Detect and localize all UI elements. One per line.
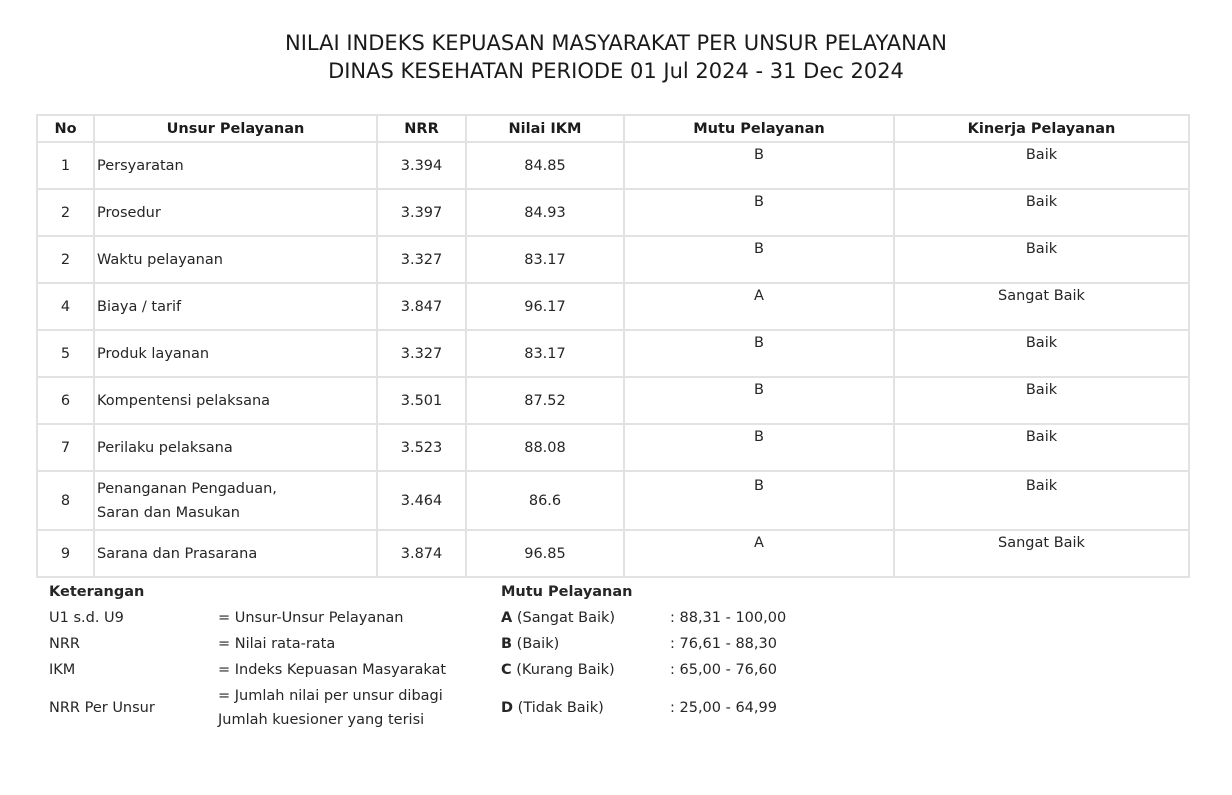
mutu-heading: Mutu Pelayanan: [501, 584, 633, 600]
keterangan-term: U1 s.d. U9: [49, 610, 124, 626]
cell-ikm: 88.08: [466, 424, 624, 471]
keterangan-term: NRR Per Unsur: [49, 700, 155, 716]
header-unsur: Unsur Pelayanan: [94, 115, 377, 142]
mutu-grade-range: : 76,61 - 88,30: [670, 636, 777, 652]
cell-unsur: Biaya / tarif: [94, 283, 377, 330]
table-row: [37, 471, 1189, 530]
keterangan-definition: = Nilai rata-rata: [218, 636, 336, 652]
cell-mutu: B: [624, 236, 894, 283]
page-title: NILAI INDEKS KEPUASAN MASYARAKAT PER UNSUR PELAYANAN: [285, 31, 947, 55]
cell-nrr: 3.394: [377, 142, 466, 189]
table-row: [37, 330, 1189, 377]
table-row: [37, 530, 1189, 577]
cell-no: 2: [37, 236, 94, 283]
cell-ikm: 96.85: [466, 530, 624, 577]
cell-unsur-line1: Penanganan Pengaduan,: [97, 480, 277, 497]
mutu-grade-label: (Sangat Baik): [512, 610, 616, 626]
keterangan-definition: = Indeks Kepuasan Masyarakat: [218, 662, 447, 678]
mutu-grade-item: [501, 662, 615, 678]
cell-ikm: 83.17: [466, 236, 624, 283]
cell-nrr: 3.501: [377, 377, 466, 424]
cell-no: 2: [37, 189, 94, 236]
cell-unsur: Persyaratan: [94, 142, 377, 189]
mutu-grade-item: [501, 610, 615, 626]
cell-kinerja: Baik: [894, 189, 1189, 236]
cell-ikm: 86.6: [466, 471, 624, 530]
keterangan-definition-line2: Jumlah kuesioner yang terisi: [218, 712, 425, 728]
cell-unsur: [94, 471, 377, 530]
cell-nrr: 3.464: [377, 471, 466, 530]
cell-ikm: 83.17: [466, 330, 624, 377]
mutu-grade-letter: A: [501, 610, 513, 626]
cell-nrr: 3.327: [377, 236, 466, 283]
cell-unsur: Prosedur: [94, 189, 377, 236]
cell-no: 8: [37, 471, 94, 530]
header-nrr: NRR: [377, 115, 466, 142]
mutu-grade-label: (Tidak Baik): [513, 700, 604, 716]
cell-mutu: B: [624, 377, 894, 424]
mutu-grade-item: [501, 700, 604, 716]
keterangan-term: NRR: [49, 636, 80, 652]
cell-unsur: Perilaku pelaksana: [94, 424, 377, 471]
keterangan-definition: = Unsur-Unsur Pelayanan: [218, 610, 404, 626]
cell-mutu: B: [624, 189, 894, 236]
cell-ikm: 84.93: [466, 189, 624, 236]
table-row: [37, 142, 1189, 189]
cell-nrr: 3.847: [377, 283, 466, 330]
cell-kinerja: Baik: [894, 471, 1189, 530]
cell-mutu: A: [624, 530, 894, 577]
cell-nrr: 3.874: [377, 530, 466, 577]
table-row: [37, 236, 1189, 283]
mutu-grade-item: [501, 636, 559, 652]
keterangan-term: IKM: [49, 662, 76, 678]
cell-kinerja: Baik: [894, 330, 1189, 377]
cell-kinerja: Baik: [894, 236, 1189, 283]
cell-kinerja: Baik: [894, 377, 1189, 424]
keterangan-heading: Keterangan: [49, 584, 145, 600]
ikm-table: [36, 114, 1190, 578]
mutu-grade-letter: B: [501, 636, 513, 652]
cell-ikm: 84.85: [466, 142, 624, 189]
cell-ikm: 87.52: [466, 377, 624, 424]
table-header-row: [37, 115, 1189, 142]
header-kinerja: Kinerja Pelayanan: [894, 115, 1189, 142]
mutu-grade-range: : 88,31 - 100,00: [670, 610, 787, 626]
mutu-grade-range: : 25,00 - 64,99: [670, 700, 777, 716]
keterangan-definition-line1: = Jumlah nilai per unsur dibagi: [218, 688, 443, 704]
cell-unsur-line2: Saran dan Masukan: [97, 504, 240, 521]
header-no: No: [37, 115, 94, 142]
cell-nrr: 3.397: [377, 189, 466, 236]
cell-no: 6: [37, 377, 94, 424]
cell-no: 1: [37, 142, 94, 189]
cell-unsur: Waktu pelayanan: [94, 236, 377, 283]
cell-nrr: 3.523: [377, 424, 466, 471]
mutu-grade-label: (Kurang Baik): [511, 662, 615, 678]
mutu-grade-letter: D: [501, 700, 514, 716]
cell-kinerja: Sangat Baik: [894, 530, 1189, 577]
table-row: [37, 283, 1189, 330]
cell-mutu: B: [624, 471, 894, 530]
mutu-grade-letter: C: [501, 662, 512, 678]
cell-mutu: B: [624, 330, 894, 377]
cell-kinerja: Sangat Baik: [894, 283, 1189, 330]
header-nilai-ikm: Nilai IKM: [466, 115, 624, 142]
cell-unsur: Sarana dan Prasarana: [94, 530, 377, 577]
table-row: [37, 377, 1189, 424]
table-row: [37, 189, 1189, 236]
table-row: [37, 424, 1189, 471]
cell-nrr: 3.327: [377, 330, 466, 377]
page-subtitle: DINAS KESEHATAN PERIODE 01 Jul 2024 - 31 Dec 2024: [328, 59, 904, 83]
cell-no: 9: [37, 530, 94, 577]
cell-no: 5: [37, 330, 94, 377]
cell-ikm: 96.17: [466, 283, 624, 330]
cell-no: 7: [37, 424, 94, 471]
mutu-grade-label: (Baik): [512, 636, 560, 652]
header-mutu: Mutu Pelayanan: [624, 115, 894, 142]
cell-kinerja: Baik: [894, 424, 1189, 471]
cell-mutu: B: [624, 424, 894, 471]
cell-no: 4: [37, 283, 94, 330]
cell-kinerja: Baik: [894, 142, 1189, 189]
mutu-grade-range: : 65,00 - 76,60: [670, 662, 777, 678]
cell-unsur: Produk layanan: [94, 330, 377, 377]
cell-mutu: B: [624, 142, 894, 189]
cell-unsur: Kompentensi pelaksana: [94, 377, 377, 424]
cell-mutu: A: [624, 283, 894, 330]
